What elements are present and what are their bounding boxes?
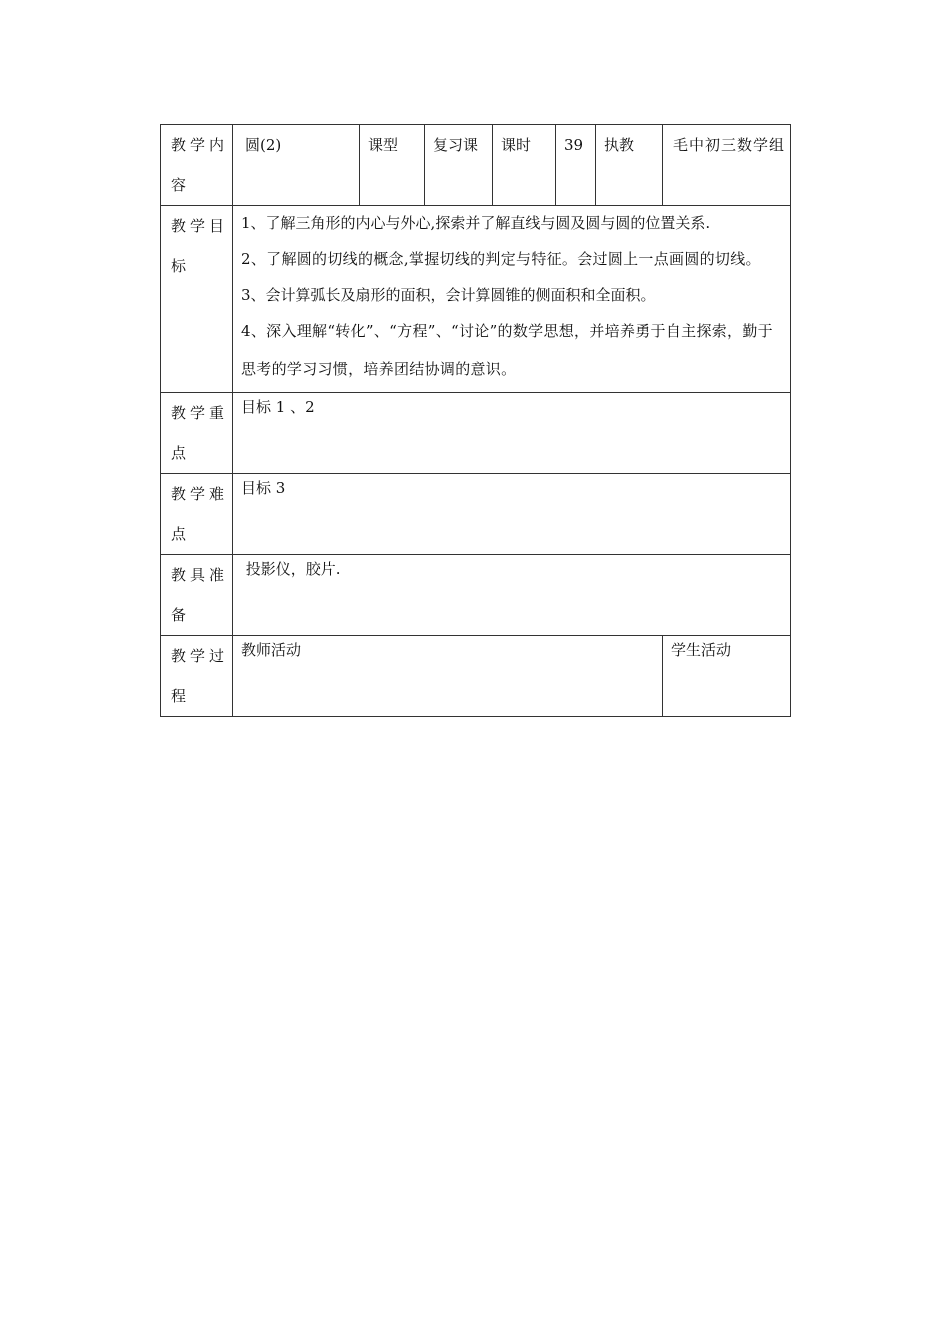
materials-row [161,555,791,636]
difficulties-row [161,474,791,555]
objective-item: 1、了解三角形的内心与外心,探索并了解直线与圆及圆与圆的位置关系. [241,214,711,232]
difficulties-label: 教学难点 [161,474,233,555]
objective-item: 3、会计算弧长及扇形的面积，会计算圆锥的侧面积和全面积。 [241,286,656,304]
type-label: 课型 [360,125,425,206]
key-points-row [161,393,791,474]
key-points-value: 目标 1 、2 [233,393,791,474]
materials-value: 投影仪，胶片. [233,555,791,636]
teacher-label: 执教 [596,125,663,206]
objectives-content [233,206,791,393]
content-value: 圆(2) [233,125,360,206]
key-points-label: 教学重点 [161,393,233,474]
process-row [161,636,791,717]
lesson-plan-table [160,124,791,717]
content-label: 教学内容 [161,125,233,206]
period-label: 课时 [493,125,556,206]
materials-label: 教具准备 [161,555,233,636]
teacher-value: 毛中初三数学组 [663,125,791,206]
objective-item: 4、深入理解“转化”、“方程”、“讨论”的数学思想，并培养勇于自主探索，勤于思考的学习习惯，培养团结协调的意识。 [241,322,773,378]
student-activity-header: 学生活动 [663,636,791,717]
objectives-label: 教学目标 [161,206,233,393]
header-row [161,125,791,206]
teacher-activity-header: 教师活动 [233,636,663,717]
period-value: 39 [556,125,596,206]
difficulties-value: 目标 3 [233,474,791,555]
type-value: 复习课 [425,125,493,206]
process-label: 教学过程 [161,636,233,717]
objectives-row [161,206,791,393]
objective-item: 2、了解圆的切线的概念,掌握切线的判定与特征。会过圆上一点画圆的切线。 [241,250,761,268]
